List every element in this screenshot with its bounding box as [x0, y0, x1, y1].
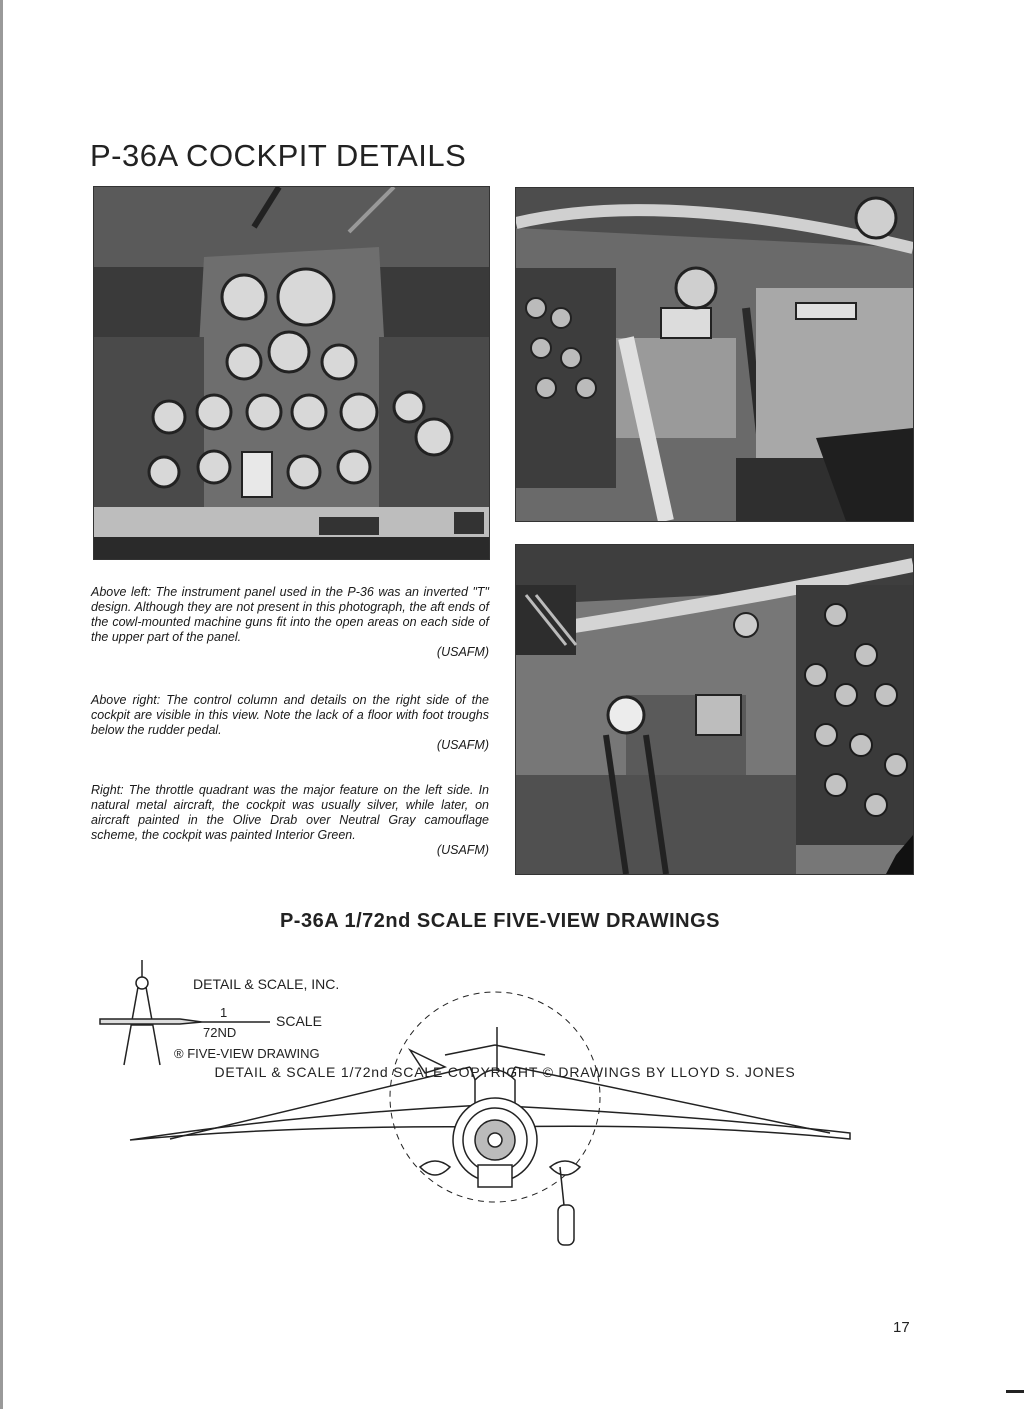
caption-credit: (USAFM) [436, 738, 489, 752]
caption-throttle-quadrant [91, 783, 489, 858]
logo-fraction-bottom: 72ND [203, 1025, 237, 1040]
caption-credit: (USAFM) [436, 843, 489, 857]
page-number: 17 [893, 1319, 910, 1336]
instrument-panel-photo [93, 186, 490, 560]
scan-edge [0, 0, 3, 1409]
front-view-drawing [90, 955, 890, 1275]
logo-scale-word: SCALE [276, 1013, 322, 1029]
logo-fraction-top: 1 [220, 1005, 228, 1020]
logo-company: DETAIL & SCALE, INC. [193, 976, 340, 992]
footer-credit: DETAIL & SCALE 1/72nd SCALE COPYRIGHT © DRAWINGS BY LLOYD S. JONES [214, 1064, 796, 1080]
caption-text: Above left: The instrument panel used in the P-36 was an inverted "T" design. Although they are not present in this photograph, the aft ends of the cowl-mounted machine guns fit into the open areas on each side of the upper part of the panel. [91, 585, 489, 644]
caption-text: Above right: The control column and details on the right side of the cockpit are visible in this view. Note the lack of a floor with foot troughs below the rudder pedal. [91, 693, 489, 737]
caption-control-column [91, 693, 489, 753]
scan-mark [1006, 1390, 1024, 1393]
throttle-quadrant-photo [515, 544, 914, 875]
caption-credit: (USAFM) [436, 645, 489, 659]
caption-text: Right: The throttle quadrant was the major feature on the left side. In natural metal aircraft, the cockpit was usually silver, while later, on aircraft painted in the Olive Drab over Neutral Gray camouflage scheme, the cockpit was painted Interior Green. [91, 783, 489, 842]
page-title: P-36A COCKPIT DETAILS [90, 138, 467, 173]
logo-five-view: ® FIVE-VIEW DRAWING [174, 1046, 320, 1061]
caption-instrument-panel [91, 585, 489, 660]
aircraft-front-view [130, 992, 850, 1245]
drawings-section-title: P-36A 1/72nd SCALE FIVE-VIEW DRAWINGS [279, 910, 721, 932]
right-cockpit-photo [515, 187, 914, 522]
